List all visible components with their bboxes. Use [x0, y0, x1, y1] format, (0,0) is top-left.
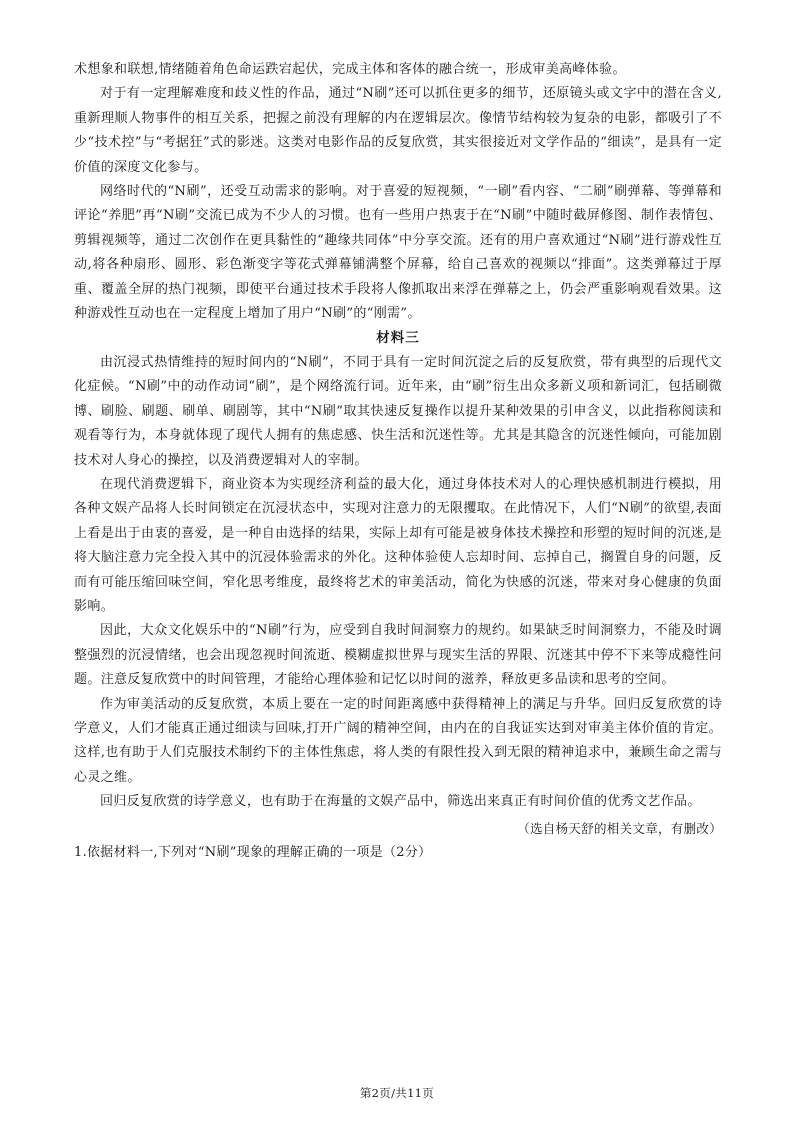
paragraph-time-insight: 因此，大众文化娱乐中的“N刷”行为，应受到自我时间洞察力的规约。如果缺乏时间洞察力，不能及时调整强烈的沉浸情绪，也会出现忽视时间流逝、模糊虚拟世界与现实生活的界限、沉迷其中停不下来等成瘾性问题。注意反复欣赏中的时间管理，才能给心理体验和记忆以时间的滋养，释放更多品读和思考的空间。	[74, 623, 722, 688]
paragraph-continued: 术想象和联想,情绪随着角色命运跌宕起伏，完成主体和客体的融合统一，形成审美高峰体验。	[74, 62, 626, 77]
question-1: 1.依据材料一,下列对“N刷”现象的理解正确的一项是（2分）	[74, 844, 432, 860]
paragraph-rewatching-details: 对于有一定理解难度和歧义性的作品，通过“N刷”还可以抓住更多的细节，还原镜头或文字中的潜在含义,重新理顺人物事件的相互关系，把握之前没有理解的内在逻辑层次。像情节结构较为复杂的电影，都吸引了不少“技术控”与“考据狂”式的影迷。这类对电影作品的反复欣赏，其实很接近对文学作品的“细读”，是具有一定价值的深度文化参与。	[74, 86, 722, 175]
paragraph-aesthetic-activity: 作为审美活动的反复欣赏，本质上要在一定的时间距离感中获得精神上的满足与升华。回归反复欣赏的诗学意义，人们才能真正通过细读与回味,打开广阔的精神空间，由内在的自我证实达到对审美主体价值的肯定。这样,也有助于人们克服技术制约下的主体性焦虑，将人类的有限性投入到无限的精神追求中，兼顾生命之需与心灵之维。	[74, 696, 722, 785]
paragraph-postmodern-symptom: 由沉浸式热情维持的短时间内的“N刷”，不同于具有一定时间沉淀之后的反复欣赏，带有典型的后现代文化症候。“N刷”中的动作动词“刷”，是个网络流行词。近年来，由“刷”衍生出众多新义项和新词汇，包括刷微博、刷脸、刷题、刷单、刷剧等，其中“N刷”取其快速反复操作以提升某种效果的引申含义，以此指称阅读和观看等行为，本身就体现了现代人拥有的焦虑感、快生活和沉迷性等。尤其是其隐含的沉迷性倾向，可能加剧技术对人身心的操控，以及消费逻辑对人的宰制。	[74, 354, 722, 468]
page-number: 第2页/共11页	[359, 1086, 435, 1100]
document-body	[74, 58, 722, 865]
paragraph-poetic-meaning: 回归反复欣赏的诗学意义，也有助于在海量的文娱产品中，筛选出来真正有时间价值的优秀文艺作品。	[100, 794, 701, 810]
section-heading: 材料三	[376, 330, 420, 347]
paragraph-consumer-logic: 在现代消费逻辑下，商业资本为实现经济利益的最大化，通过身体技术对人的心理快感机制进行模拟，用各种文娱产品将人长时间锁定在沉浸状态中，实现对注意力的无限攫取。在此情况下，人们“N刷”的欲望,表面上看是出于由衷的喜爱，是一种自由选择的结果，实际上却有可能是被身体技术操控和形塑的短时间的沉迷,是将大脑注意力完全投入其中的沉浸体验需求的外化。这种体验使人忘却时间、忘掉自己，搁置自身的问题，反而有可能压缩回味空间，窄化思考维度，最终将艺术的审美活动，简化为快感的沉迷，带来对身心健康的负面影响。	[74, 476, 722, 614]
source-note: （选自杨天舒的相关文章，有删改）	[517, 820, 722, 836]
paragraph-interaction-needs: 网络时代的“N刷”，还受互动需求的影响。对于喜爱的短视频，“一刷”看内容、“二刷”刷弹幕、等弹幕和评论“养肥”再“N刷”交流已成为不少人的习惯。也有一些用户热衷于在“N刷”中随时截屏修图、制作表情包、剪辑视频等，通过二次创作在更具黏性的“趣缘共同体”中分享交流。还有的用户喜欢通过“N刷”进行游戏性互动,将各种扇形、圆形、彩色渐变字等花式弹幕铺满整个屏幕，给自己喜欢的视频以“排面”。这类弹幕过于厚重、覆盖全屏的热门视频，即使平台通过技术手段将人像抓取出来浮在弹幕之上，仍会严重影响观看效果。这种游戏性互动也在一定程度上增加了用户“N刷”的“刚需”。	[74, 184, 722, 322]
